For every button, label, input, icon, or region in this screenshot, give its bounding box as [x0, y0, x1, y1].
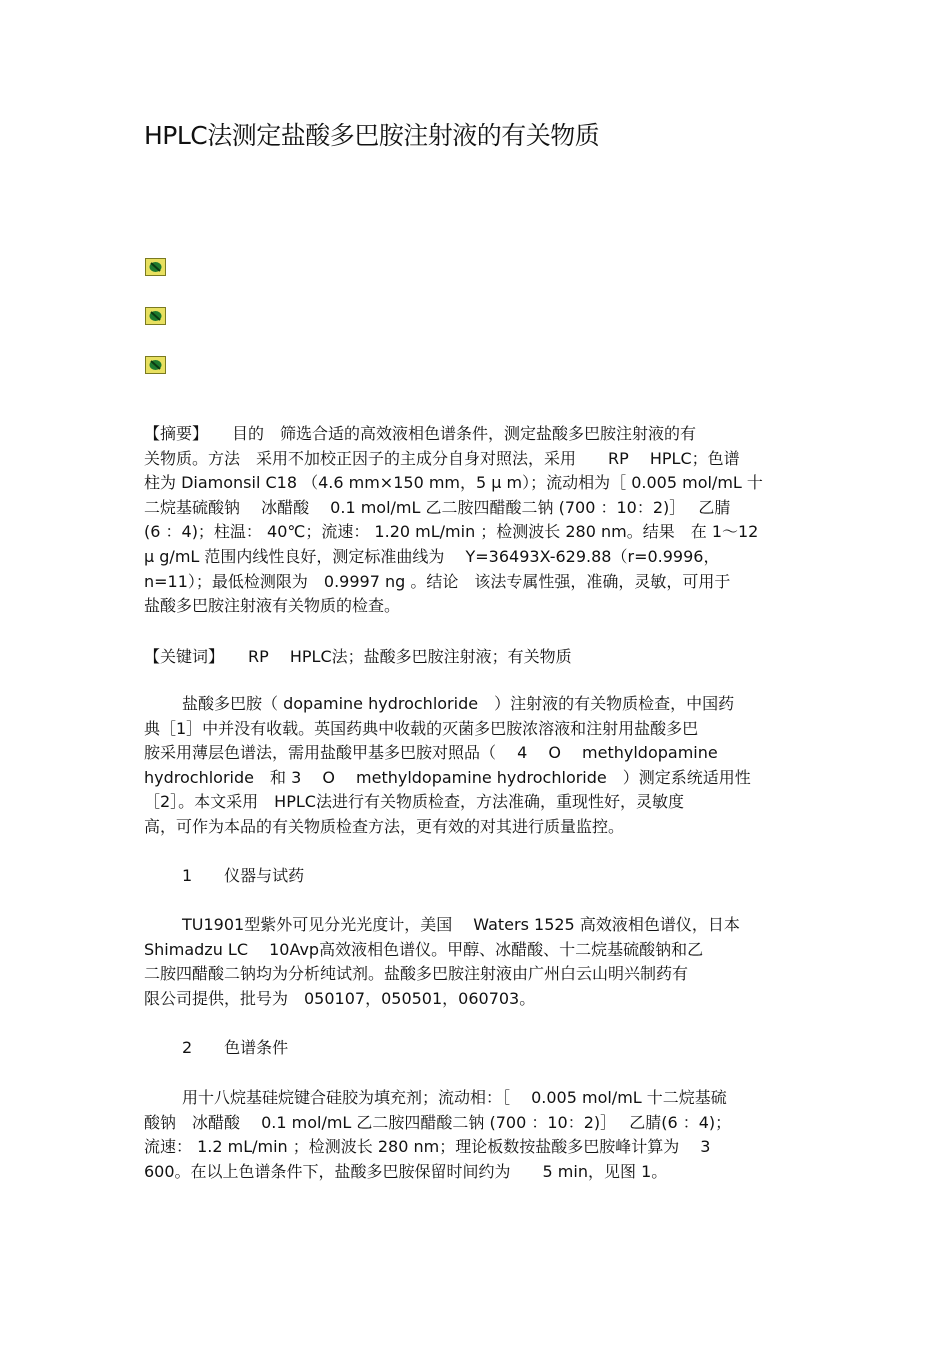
- instruments-line: TU1901型紫外可见分光光度计，美国 Waters 1525 高效液相色谱仪，日本: [182, 915, 740, 934]
- intro-paragraph: [144, 692, 806, 840]
- instruments-line: Shimadzu LC 10Avp高效液相色谱仪。甲醇、冰醋酸、十二烷基硫酸钠和乙: [144, 939, 704, 959]
- abstract-line: (6 ：4)；柱温： 40℃；流速： 1.20 mL/min ；检测波长 280 nm。结果 在 1～12: [144, 522, 759, 542]
- conditions-line: 酸钠 冰醋酸 0.1 mol/mL 乙二胺四醋酸二钠 (700 ：10：2)］ 乙腈(6 ：4)；: [144, 1112, 732, 1132]
- abstract-line: 关物质。方法 采用不加校正因子的主成分自身对照法，采用 RP HPLC；色谱: [144, 448, 740, 468]
- section-heading-conditions: 2 色谱条件: [182, 1038, 289, 1057]
- link-icon-group: [145, 258, 166, 405]
- abstract-line: 柱为 Diamonsil C18 （4.6 mm×150 mm，5 μ m）；流动相为［ 0.005 mol/mL 十: [144, 473, 763, 493]
- intro-line: hydrochloride 和 3 O methyldopamine hydrochloride ）测定系统适用性: [144, 767, 751, 787]
- instruments-line: 二胺四醋酸二钠均为分析纯试剂。盐酸多巴胺注射液由广州白云山明兴制药有: [144, 964, 689, 984]
- instruments-line: 限公司提供，批号为 050107，050501，060703。: [144, 988, 536, 1008]
- keywords-paragraph: [144, 645, 806, 670]
- abstract-line: n=11）；最低检测限为 0.9997 ng 。结论 该法专属性强，准确，灵敏，可用于: [144, 571, 731, 591]
- paper-link-icon[interactable]: [145, 258, 166, 276]
- conditions-line: 600。在以上色谱条件下，盐酸多巴胺保留时间约为 5 min，见图 1。: [144, 1161, 668, 1181]
- intro-line: 胺采用薄层色谱法，需用盐酸甲基多巴胺对照品（ 4 O methyldopamine: [144, 743, 718, 763]
- abstract-paragraph: [144, 422, 806, 619]
- paper-link-icon[interactable]: [145, 356, 166, 374]
- intro-line: 典［1］中并没有收载。英国药典中收载的灭菌多巴胺浓溶液和注射用盐酸多巴: [144, 718, 699, 738]
- paper-link-icon[interactable]: [145, 307, 166, 325]
- intro-line: 高，可作为本品的有关物质检查方法，更有效的对其进行质量监控。: [144, 816, 625, 836]
- intro-line: 盐酸多巴胺（ dopamine hydrochloride ）注射液的有关物质检查，中国药: [182, 694, 735, 713]
- conditions-line: 用十八烷基硅烷键合硅胶为填充剂；流动相：［ 0.005 mol/mL 十二烷基硫: [182, 1088, 727, 1107]
- abstract-line: 【摘要】 目的 筛选合适的高效液相色谱条件，测定盐酸多巴胺注射液的有: [144, 424, 697, 443]
- instruments-paragraph: [144, 913, 806, 1011]
- intro-line: ［2］。本文采用 HPLC法进行有关物质检查，方法准确，重现性好，灵敏度: [144, 792, 684, 812]
- conditions-line: 流速： 1.2 mL/min ；检测波长 280 nm；理论板数按盐酸多巴胺峰计算为 3: [144, 1137, 711, 1157]
- conditions-paragraph: [144, 1086, 806, 1184]
- abstract-line: 二烷基硫酸钠 冰醋酸 0.1 mol/mL 乙二胺四醋酸二钠 (700 ：10：2)］ 乙腈: [144, 497, 731, 517]
- abstract-line: μ g/mL 范围内线性良好，测定标准曲线为 Y=36493X-629.88（r=0.9996，: [144, 546, 720, 566]
- article-title: HPLC法测定盐酸多巴胺注射液的有关物质: [144, 121, 600, 150]
- keywords-line: 【关键词】 RP HPLC法；盐酸多巴胺注射液；有关物质: [144, 647, 572, 666]
- abstract-line: 盐酸多巴胺注射液有关物质的检查。: [144, 596, 401, 616]
- section-heading-instruments: 1 仪器与试药: [182, 866, 305, 885]
